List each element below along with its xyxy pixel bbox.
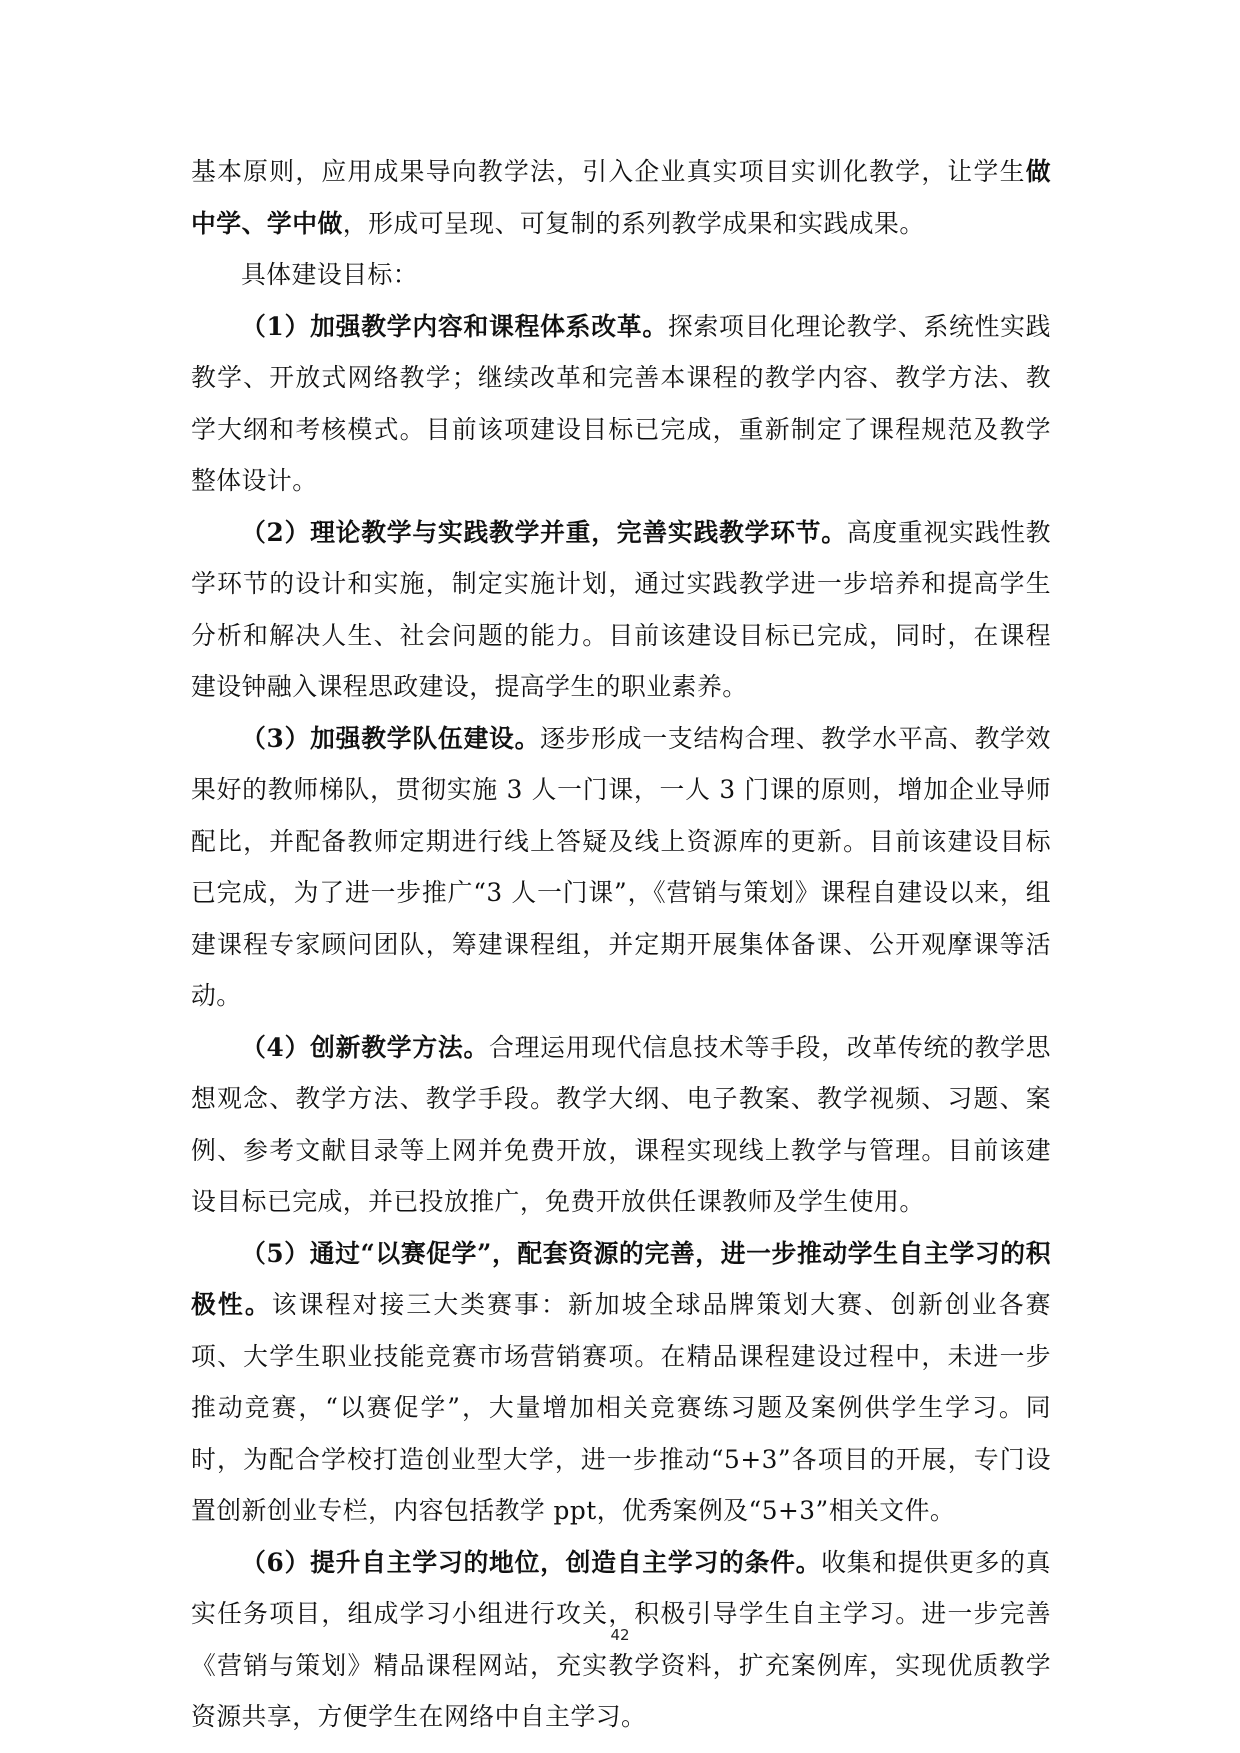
goal-title: （3）加强教学队伍建设。 [241, 723, 541, 753]
emphasis-segment: 做中学、学中做 [191, 157, 1051, 238]
goal-body: 收集和提供更多的真实任务项目，组成学习小组进行攻关，积极引导学生自主学习。进一步完善《营销与策划》精品课程网站，充实教学资料，扩充案例库，实现优质教学资源共享，方便学生在网络中自主学习。 [191, 1547, 1051, 1731]
goal-body: 高度重视实践性教学环节的设计和实施，制定实施计划，通过实践教学进一步培养和提高学生分析和解决人生、社会问题的能力。目前该建设目标已完成，同时，在课程建设钟融入课程思政建设，提高学生的职业素养。 [191, 517, 1051, 701]
goal-title: （4）创新教学方法。 [241, 1032, 490, 1062]
goal-title: （1）加强教学内容和课程体系改革。 [241, 311, 668, 341]
goal-body: 合理运用现代信息技术等手段，改革传统的教学思想观念、教学方法、教学手段。教学大纲、电子教案、教学视频、习题、案例、参考文献目录等上网并免费开放，课程实现线上教学与管理。目前该建设目标已完成，并已投放推广，免费开放供任课教师及学生使用。 [191, 1032, 1051, 1216]
goal-title: （5）通过“以赛促学”，配套资源的完善，进一步推动学生自主学习的积极性。 [191, 1238, 1051, 1319]
paragraph-goal-3 [191, 713, 1051, 1022]
paragraph-goal-5 [191, 1228, 1051, 1537]
paragraph-goal-4 [191, 1022, 1051, 1228]
document-body [191, 146, 1051, 1743]
text-segment: 具体建设目标： [241, 260, 419, 289]
paragraph-goal-2 [191, 507, 1051, 713]
paragraph-intro [191, 146, 1051, 249]
paragraph-goal-1 [191, 301, 1051, 507]
goal-body: 探索项目化理论教学、系统性实践教学、开放式网络教学；继续改革和完善本课程的教学内容、教学方法、教学大纲和考核模式。目前该项建设目标已完成，重新制定了课程规范及教学整体设计。 [191, 311, 1051, 495]
text-segment: 基本原则，应用成果导向教学法，引入企业真实项目实训化教学，让学生 [191, 157, 1026, 186]
goal-title: （2）理论教学与实践教学并重，完善实践教学环节。 [241, 517, 847, 547]
goal-body: 逐步形成一支结构合理、教学水平高、教学效果好的教师梯队，贯彻实施 3 人一门课，一人 3 门课的原则，增加企业导师配比，并配备教师定期进行线上答疑及线上资源库的更新。目前该建设目标已完成，为了进一步推广“3 人一门课”，《营销与策划》课程自建设以来，组建课程专家顾问团队，筹建课程组，并定期开展集体备课、公开观摩课等活动。 [191, 723, 1051, 1010]
text-segment: ，形成可呈现、可复制的系列教学成果和实践成果。 [342, 208, 925, 238]
page-number: 42 [610, 1626, 630, 1644]
paragraph-goals-heading [191, 249, 1051, 301]
goal-title: （6）提升自主学习的地位，创造自主学习的条件。 [241, 1547, 822, 1577]
goal-body: 该课程对接三大类赛事：新加坡全球品牌策划大赛、创新创业各赛项、大学生职业技能竞赛市场营销赛项。在精品课程建设过程中，未进一步推动竞赛，“以赛促学”，大量增加相关竞赛练习题及案例供学生学习。同时，为配合学校打造创业型大学，进一步推动“5+3”各项目的开展，专门设置创新创业专栏，内容包括教学 ppt，优秀案例及“5+3”相关文件。 [191, 1290, 1051, 1525]
